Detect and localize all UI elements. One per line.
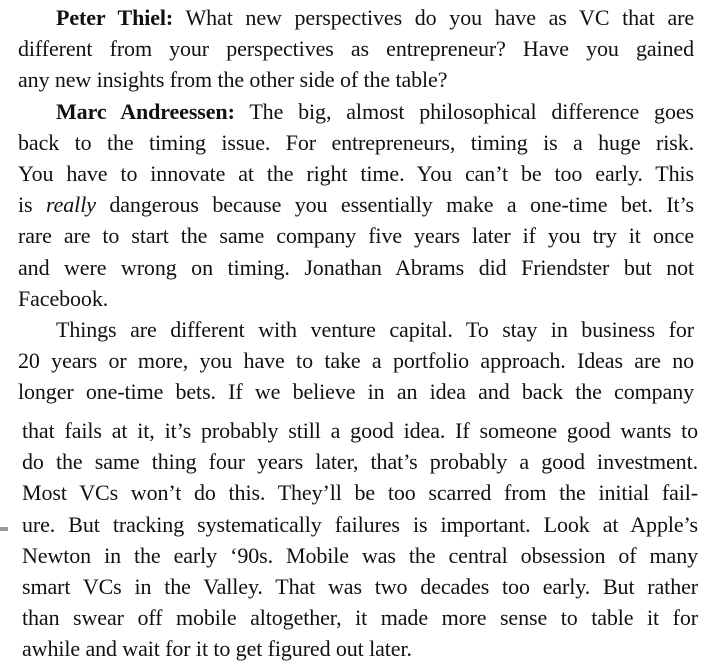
continuation-line-1: that fails at it, it’s probably still a good idea. If someone good wants to	[22, 418, 698, 443]
speaker-label-marc-andreessen: Marc Andreessen:	[56, 98, 235, 124]
paragraph-line-3: longer one-time bets. If we believe in an idea and back the company	[18, 379, 694, 405]
answer-line-1	[18, 96, 694, 127]
answer-line-5: rare are to start the same company five years later if you try it once	[18, 223, 694, 249]
continuation-line-5: Newton in the early ‘90s. Mobile was the central obsession of many	[22, 542, 698, 568]
question-line-2: different from your perspectives as entrepreneur? Have you gained	[18, 36, 694, 62]
answer-line-3: You have to innovate at the right time. You can’t be too early. This	[18, 160, 694, 186]
answer-line-2: back to the timing issue. For entrepreneurs, timing is a huge risk.	[18, 129, 694, 155]
paragraph-line-2: 20 years or more, you have to take a portfolio approach. Ideas are no	[18, 348, 694, 374]
paragraph-line-1: Things are different with venture capital. To stay in business for	[56, 316, 694, 342]
answer-text-post: dangerous because you essentially make a one-time bet. It’s	[109, 192, 695, 218]
answer-line-4	[18, 189, 694, 220]
margin-mark	[0, 527, 8, 531]
emphasis-text: really	[45, 192, 96, 218]
answer-text-pre: is	[18, 192, 33, 218]
question-text: What new perspectives do you have as VC that are	[185, 5, 695, 30]
continuation-line-3: Most VCs won’t do this. They’ll be too scarred from the initial fail-	[22, 480, 698, 506]
answer-line-7: Facebook.	[18, 285, 109, 311]
text-block-bottom	[22, 415, 698, 665]
answer-line-6: and were wrong on timing. Jonathan Abrams did Friendster but not	[18, 254, 694, 280]
speaker-label-peter-thiel: Peter Thiel:	[56, 5, 174, 30]
continuation-line-8: awhile and wait for it to get figured out later.	[22, 636, 412, 662]
question-line-1	[18, 2, 694, 33]
continuation-line-2: do the same thing four years later, that’s probably a good investment.	[22, 449, 698, 475]
continuation-line-6: smart VCs in the Valley. That was two decades too early. But rather	[22, 573, 698, 599]
answer-text: The big, almost philosophical difference goes	[249, 98, 694, 124]
continuation-line-4: ure. But tracking systematically failures is important. Look at Apple’s	[22, 511, 698, 537]
text-block-top	[18, 2, 694, 407]
question-line-3: any new insights from the other side of the table?	[18, 67, 448, 93]
continuation-line-7: than swear off mobile altogether, it made more sense to table it for	[22, 605, 698, 631]
